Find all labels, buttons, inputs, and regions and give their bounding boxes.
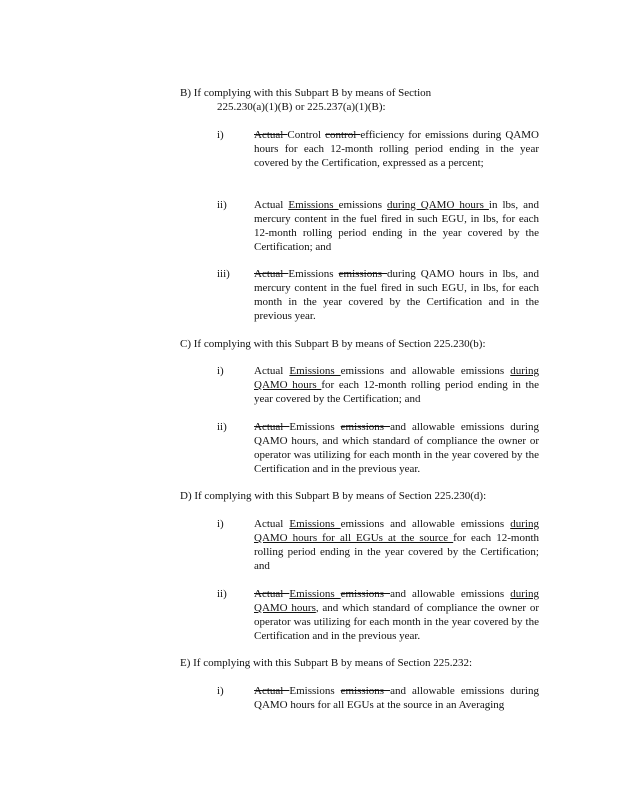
item-number: i)	[217, 518, 224, 530]
item-number: i)	[217, 685, 224, 697]
deleted-text: Actual	[254, 268, 289, 280]
deleted-text: Actual	[254, 129, 288, 141]
item-text: efficiency for emissions during QAMO hours for each 12-month rolling period ending in the year covered by the Certification, expressed as a percent;	[254, 129, 539, 169]
inserted-text: during QAMO hours for all EGUs at the source	[254, 518, 539, 544]
item-text: emissions and allowable emissions	[340, 518, 511, 530]
section-b-intro-line2: 225.230(a)(1)(B) or 225.237(a)(1)(B):	[217, 101, 386, 113]
inserted-text: during QAMO hours	[254, 365, 539, 391]
item-number: ii)	[217, 588, 227, 600]
section-c-intro-line1: C) If complying with this Subpart B by means of Section 225.230(b):	[180, 338, 486, 350]
item-text: Actual	[254, 199, 289, 211]
section-b-heading	[180, 86, 540, 114]
inserted-text: Emissions	[289, 518, 341, 530]
item-text: and allowable emissions during QAMO hours, and which standard of compliance the owner or operator was utilizing for each month in the year covered by the Certification and in the previous year.	[254, 421, 539, 475]
item-number: ii)	[217, 421, 227, 433]
item-text: Emissions	[289, 421, 341, 433]
deleted-text: emissions	[340, 421, 391, 433]
item-body	[254, 684, 539, 712]
item-number: i)	[217, 129, 224, 141]
inserted-text: during QAMO hours	[387, 199, 489, 211]
deleted-text: Actual	[254, 588, 290, 600]
item-text: Actual	[254, 518, 290, 530]
item-text: Emissions	[289, 685, 341, 697]
item-body	[254, 587, 539, 643]
item-text: Emissions	[288, 268, 339, 280]
deleted-text: Actual	[254, 421, 290, 433]
deleted-text: emissions	[338, 268, 388, 280]
item-body	[254, 198, 539, 254]
item-text: , and which standard of compliance the owner or operator was utilizing for each month in the year covered by the Certification and in the previous year.	[254, 602, 539, 642]
deleted-text: emissions	[340, 588, 391, 600]
inserted-text: during QAMO hours	[254, 588, 539, 614]
item-text: Control	[287, 129, 326, 141]
item-number: ii)	[217, 199, 227, 211]
item-body	[254, 420, 539, 476]
section-d-intro-line1: D) If complying with this Subpart B by means of Section 225.230(d):	[180, 490, 487, 502]
item-body	[254, 267, 539, 323]
item-number: iii)	[217, 268, 230, 280]
item-number: i)	[217, 365, 224, 377]
deleted-text: control	[325, 129, 361, 141]
item-text: for each 12-month rolling period ending in the year covered by the Certification; and	[254, 379, 539, 405]
item-text: and allowable emissions	[390, 588, 511, 600]
section-e-intro-line1: E) If complying with this Subpart B by means of Section 225.232:	[180, 657, 473, 669]
item-body	[254, 364, 539, 406]
item-text: Actual	[254, 365, 290, 377]
inserted-text: Emissions	[288, 199, 339, 211]
item-text: for each 12-month rolling period ending in the year covered by the Certification; and	[254, 532, 539, 572]
inserted-text: Emissions	[289, 588, 341, 600]
section-e-heading	[180, 656, 540, 670]
item-text: in lbs, and mercury content in the fuel fired in such EGU, in lbs, for each 12-month rolling period ending in the year covered by the Certification; and	[254, 199, 539, 253]
section-b-intro-line1: B) If complying with this Subpart B by means of Section	[180, 87, 432, 99]
item-text: and allowable emissions during QAMO hours for all EGUs at the source in an Averaging	[254, 685, 539, 711]
item-body	[254, 517, 539, 573]
deleted-text: emissions	[340, 685, 391, 697]
item-text: emissions and allowable emissions	[340, 365, 511, 377]
item-text: emissions	[338, 199, 388, 211]
section-c-heading	[180, 337, 540, 351]
section-d-heading	[180, 489, 540, 503]
inserted-text: Emissions	[289, 365, 341, 377]
deleted-text: Actual	[254, 685, 290, 697]
item-text: during QAMO hours in lbs, and mercury content in the fuel fired in such EGU, in lbs, for each month in the year covered by the Certification and in the previous year.	[254, 268, 539, 322]
item-body	[254, 128, 539, 170]
